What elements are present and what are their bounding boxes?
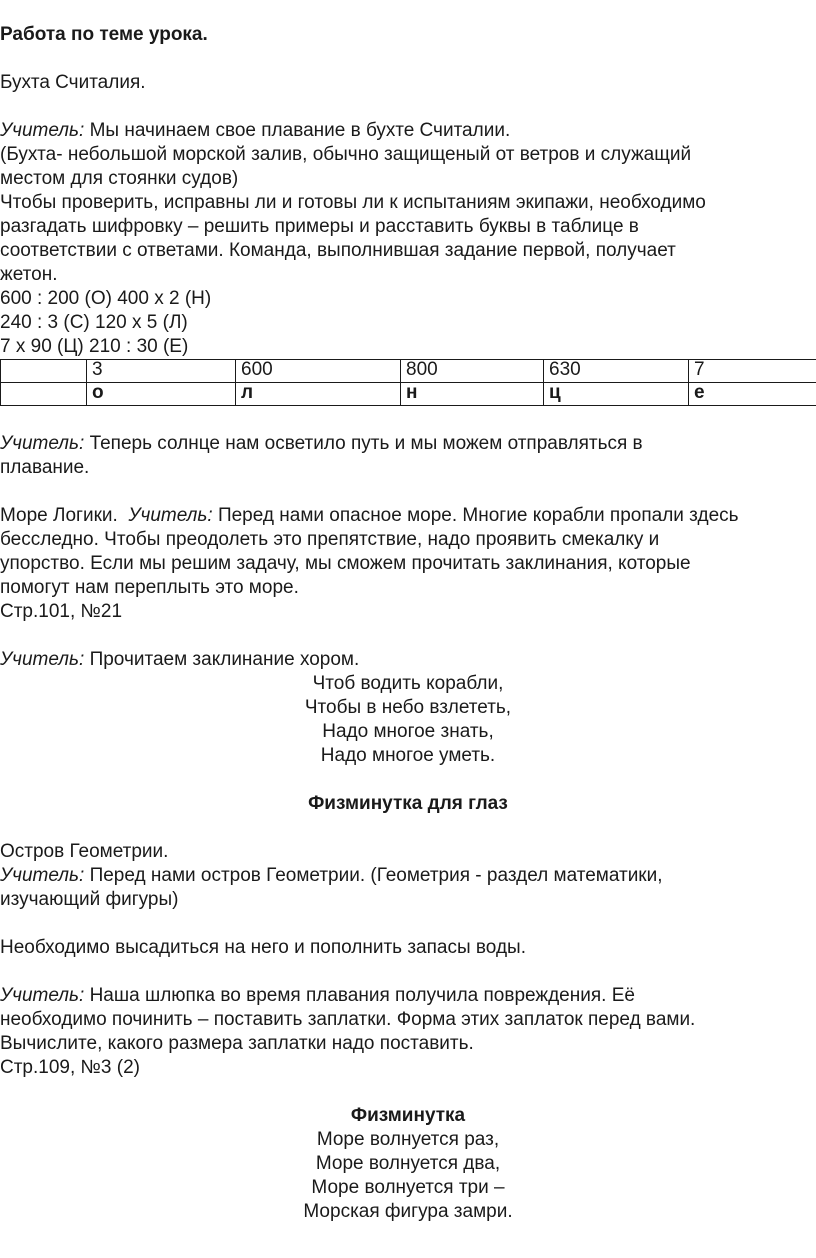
exercise-line: Море волнуется три –: [311, 1177, 505, 1198]
teacher-label: Учитель:: [0, 985, 85, 1006]
boat-line-2: необходимо починить – поставить заплатки. Форма этих заплаток перед вами.: [0, 1009, 696, 1030]
bay-definition-line-1: (Бухта- небольшой морской залив, обычно защищеный от ветров и служащий: [0, 144, 692, 165]
geometry-title: Остров Геометрии.: [0, 841, 169, 862]
logic-line-3: упорство. Если мы решим задачу, мы сможем прочитать заклинания, которые: [0, 553, 691, 574]
geometry-line-2: изучающий фигуры): [0, 889, 179, 910]
example-line-1: 600 : 200 (О) 400 х 2 (Н): [0, 288, 212, 309]
cipher-letter-cell: о: [87, 383, 236, 406]
geometry-reference: Стр.109, №3 (2): [0, 1057, 140, 1078]
exercise-line: Море волнуется раз,: [316, 1129, 500, 1150]
cipher-letter-cell: л: [236, 383, 401, 406]
lesson-document: [0, 23, 816, 1224]
cipher-number-cell: 3: [87, 360, 236, 383]
logic-line-4: помогут нам переплыть это море.: [0, 577, 299, 598]
spell-line: Надо многое знать,: [322, 721, 494, 742]
bay-task-line-2: разгадать шифровку – решить примеры и расставить буквы в таблице в: [0, 216, 639, 237]
teacher-label: Учитель:: [0, 649, 85, 670]
geometry-line-1: [0, 864, 816, 888]
cipher-letter-cell: е: [689, 383, 816, 406]
geometry-water-line: Необходимо высадиться на него и пополнить запасы воды.: [0, 937, 526, 958]
spell-intro-line: [0, 648, 816, 672]
teacher-label: Учитель:: [0, 120, 85, 141]
cipher-table: [0, 359, 816, 406]
boat-text: Наша шлюпка во время плавания получила повреждения. Её: [84, 985, 635, 1006]
spell-line: Чтобы в небо взлететь,: [304, 697, 512, 718]
logic-line-2: бесследно. Чтобы преодолеть это препятствие, надо проявить смекалку и: [0, 529, 660, 550]
section-heading: Работа по теме урока.: [0, 24, 208, 45]
cipher-number-cell: 800: [401, 360, 544, 383]
exercise-heading: Физминутка: [350, 1105, 466, 1126]
cipher-number-cell: 7: [689, 360, 816, 383]
after-cipher-line-1: [0, 432, 816, 456]
cipher-letter-cell: ц: [544, 383, 689, 406]
teacher-label: Учитель:: [128, 505, 213, 526]
cipher-letters-row: [1, 383, 816, 406]
logic-title: Море Логики.: [0, 505, 129, 526]
exercise-line: Морская фигура замри.: [303, 1201, 513, 1222]
bay-task-line-3: соответствии с ответами. Команда, выполнившая задание первой, получает: [0, 240, 676, 261]
logic-reference: Стр.101, №21: [0, 601, 123, 622]
boat-line-3: Вычислите, какого размера заплатки надо поставить.: [0, 1033, 474, 1054]
logic-line-1: [0, 504, 816, 528]
teacher-label: Учитель:: [0, 433, 85, 454]
cipher-numbers-row: [1, 360, 816, 383]
bay-title: Бухта Считалия.: [0, 72, 146, 93]
eye-exercise-heading: Физминутка для глаз: [308, 793, 508, 814]
bay-teacher-line: [0, 119, 816, 143]
example-line-2: 240 : 3 (С) 120 х 5 (Л): [0, 312, 188, 333]
after-cipher-text: Теперь солнце нам осветило путь и мы можем отправляться в: [84, 433, 643, 454]
cipher-number-cell: 600: [236, 360, 401, 383]
bay-task-line-1: Чтобы проверить, исправны ли и готовы ли к испытаниям экипажи, необходимо: [0, 192, 706, 213]
spell-intro-text: Прочитаем заклинание хором.: [84, 649, 360, 670]
bay-definition-line-2: местом для стоянки судов): [0, 168, 239, 189]
bay-teacher-text: Мы начинаем свое плавание в бухте Считалии.: [84, 120, 511, 141]
logic-text: Перед нами опасное море. Многие корабли пропали здесь: [212, 505, 739, 526]
teacher-label: Учитель:: [0, 865, 85, 886]
spell-line: Надо многое уметь.: [320, 745, 496, 766]
bay-task-line-4: жетон.: [0, 264, 58, 285]
after-cipher-line-2: плавание.: [0, 457, 90, 478]
example-line-3: 7 х 90 (Ц) 210 : 30 (Е): [0, 336, 189, 357]
cipher-number-cell: 630: [544, 360, 689, 383]
cipher-letter-cell: н: [401, 383, 544, 406]
cipher-letter-cell: [1, 383, 87, 406]
spell-line: Чтоб водить корабли,: [312, 673, 504, 694]
geometry-text: Перед нами остров Геометрии. (Геометрия - раздел математики,: [84, 865, 663, 886]
exercise-line: Море волнуется два,: [315, 1153, 501, 1174]
boat-line-1: [0, 984, 816, 1008]
cipher-number-cell: [1, 360, 87, 383]
